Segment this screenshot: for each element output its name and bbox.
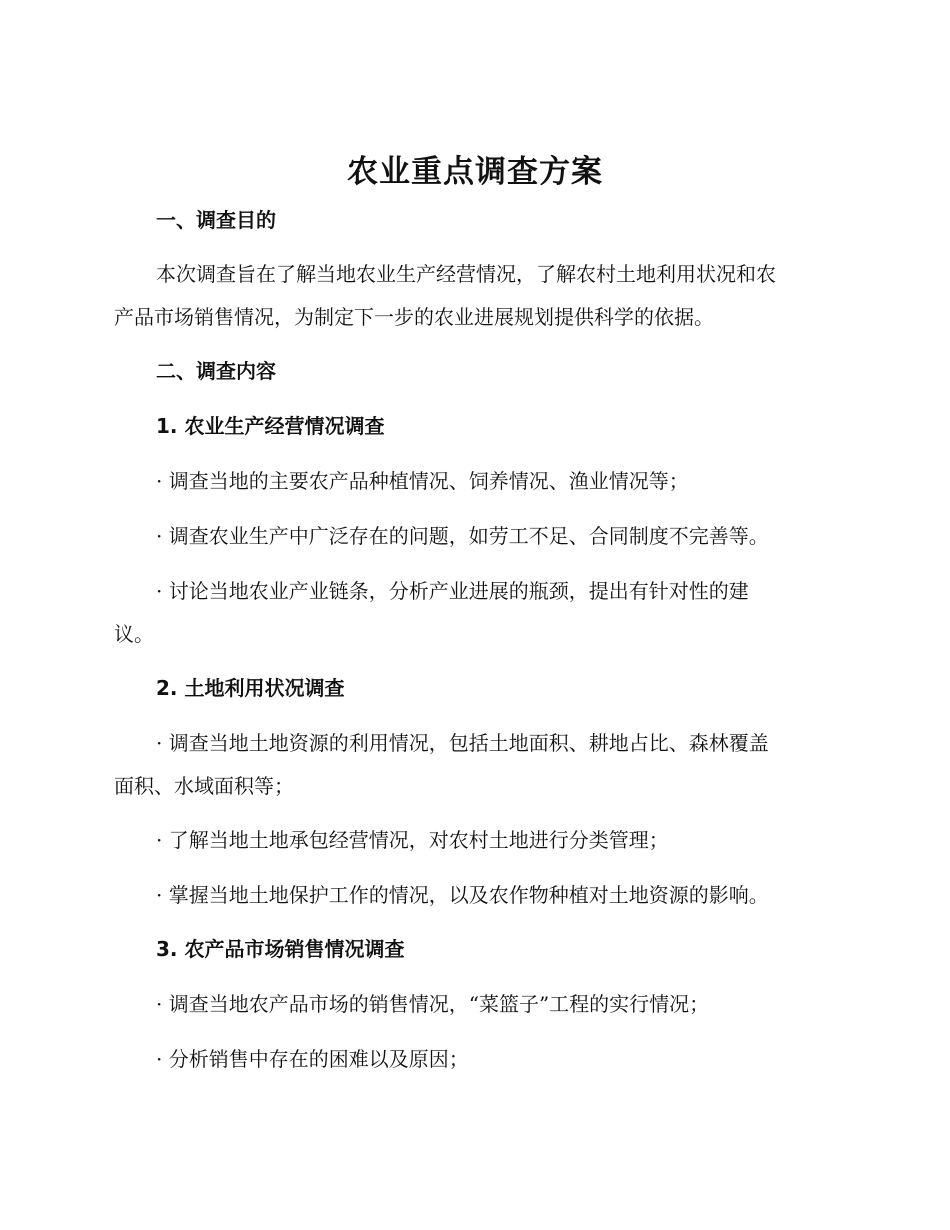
section-heading-content: 二、调查内容 xyxy=(156,359,276,383)
subsection-heading-market-sales: 3. 农产品市场销售情况调查 xyxy=(156,937,405,961)
list-item-continuation: 面积、水域面积等； xyxy=(114,774,294,798)
subsection-heading-land-use: 2. 土地利用状况调查 xyxy=(156,676,345,700)
section-heading-purpose: 一、调查目的 xyxy=(156,208,276,232)
document-title: 农业重点调查方案 xyxy=(347,154,603,190)
list-item: · 了解当地土地承包经营情况，对农村土地进行分类管理； xyxy=(156,828,669,852)
list-item-continuation: 议。 xyxy=(114,622,154,646)
list-item: · 分析销售中存在的困难以及原因； xyxy=(156,1047,469,1071)
list-item: · 调查农业生产中广泛存在的问题，如劳工不足、合同制度不完善等。 xyxy=(156,524,769,548)
paragraph-purpose-line1: 本次调查旨在了解当地农业生产经营情况，了解农村土地利用状况和农 xyxy=(156,262,776,286)
list-item: · 讨论当地农业产业链条，分析产业进展的瓶颈，提出有针对性的建 xyxy=(156,579,749,603)
list-item: · 掌握当地土地保护工作的情况，以及农作物种植对土地资源的影响。 xyxy=(156,883,769,907)
list-item: · 调查当地土地资源的利用情况，包括土地面积、耕地占比、森林覆盖 xyxy=(156,731,769,755)
subsection-heading-production: 1. 农业生产经营情况调查 xyxy=(156,414,385,438)
paragraph-purpose-line2: 产品市场销售情况，为制定下一步的农业进展规划提供科学的依据。 xyxy=(114,305,714,329)
list-item: · 调查当地的主要农产品种植情况、饲养情况、渔业情况等； xyxy=(156,469,689,493)
list-item: · 调查当地农产品市场的销售情况，“菜篮子”工程的实行情况； xyxy=(156,992,710,1016)
